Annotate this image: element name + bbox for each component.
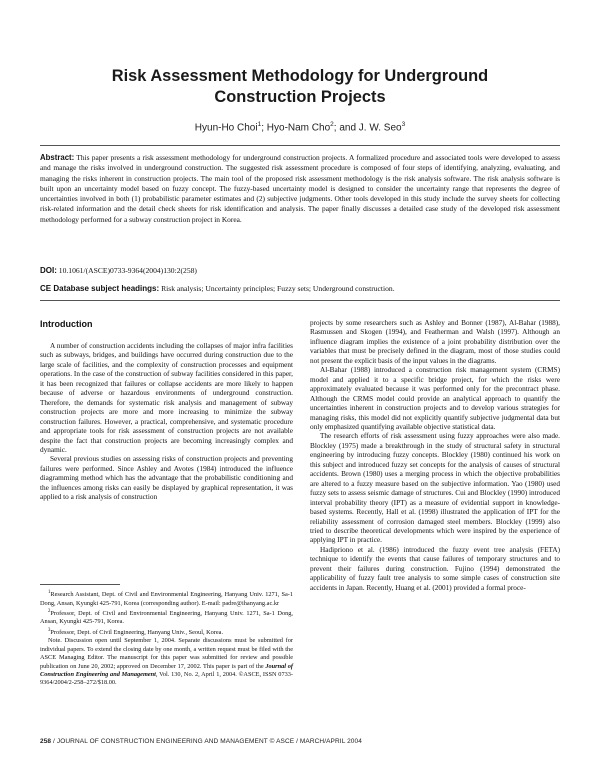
left-paragraph-1: A number of construction accidents including the collapses of major infra facilities such as subways, bridges, and buildings have occurred during construction due to the large scale of facilities, and the complexity of construction processes and equipment operations. In the case of the construction of subway facilities considered in this paper, it has been recognized that failures or collapse accidents are more likely to happen because of adverse or hazardous environments of underground construction. Therefore, the demands for systematic risk analysis and management of subway construction projects are more and more increasing to minimize the subway construction failures. However, a practical, comprehensive, and systematic procedure and appropriate tools for risk assessment of construction projects are not available despite the fact that construction projects are becoming increasingly complex and dynamic.	[40, 342, 293, 454]
right-paragraph-2: Al-Bahar (1988) introduced a construction risk management system (CRMS) model and applied it to a specific bridge project, for which the risks were approximately evaluated because it was performed only for the precontract phase. Although the CRMS model could provide an analytical approach to quantify the uncertainties inherent in construction projects and to develop various strategies for managing risks, this model did not explicitly quantify subjective judgmental data but only emphasized quantifying available objective statistical data.	[310, 366, 560, 431]
footnote-1-mark: 1	[48, 590, 51, 595]
footnote-3	[40, 627, 293, 638]
footnote-2	[40, 608, 293, 627]
journal-name: Journal of Construction Engineering and Management	[40, 662, 293, 678]
footnote-1-text: Research Assistant, Dept. of Civil and Environmental Engineering, Hanyang Univ. 1271, Sa-1 Dong, Ansan, Kyungki 425-791, Korea (corresponding author). E-mail: padre@ihanyang.ac.kr	[40, 591, 293, 607]
paper-title	[40, 66, 560, 108]
right-column	[310, 319, 560, 593]
author-separator-2: ; and	[333, 122, 359, 134]
footnotes	[40, 589, 293, 688]
author-3: J. W. Seo	[358, 122, 402, 134]
subject-headings-label: CE Database subject headings:	[40, 284, 160, 293]
left-paragraph-2: Several previous studies on assessing risks of construction projects and preventing failures were performed. Since Ashley and Avotes (1984) introduced the influence diagramming method which has the advantage that the probabilistic conditioning and the influences among risks can easily be displayed by graphical representation, it was applied to a risk analysis of construction	[40, 455, 293, 502]
title-line-1: Risk Assessment Methodology for Underground	[111, 67, 489, 85]
right-paragraph-4: Hadipriono et al. (1986) introduced the fuzzy event tree analysis (FETA) technique to identify the events that cause failures of temporary structures and to prevent their failures during construction. Fujino (1994) demonstrated the applicability of fuzzy fault tree analysis to some simple cases of construction site accidents in Japan. Recently, Huang et al. (2001) provided a formal proce-	[310, 545, 560, 592]
author-2-affil: 2	[330, 121, 334, 128]
footer-journal-text: / JOURNAL OF CONSTRUCTION ENGINEERING AND MANAGEMENT © ASCE / MARCH/APRIL 2004	[51, 738, 362, 745]
abstract-text: This paper presents a risk assessment methodology for underground construction projects. A formalized procedure and associated tools were developed to assess and manage the risks involved in underground construction. The suggested risk assessment procedure is composed of four steps of identifying, analyzing, evaluating, and managing the risks inherent in construction projects. The main tool of the proposed risk assessment methodology is the risk analysis software. The risk analysis software is built upon an uncertainty model based on fuzzy concept. The fuzzy-based uncertainty model is designed to consider the uncertainty range that represents the degree of uncertainties involved in both (1) probabilistic parameter estimates and (2) subjective judgments. Other tools developed in this study include the survey sheets for collecting risk-related information and the detail check sheets for risk identification and analysis. The paper finally discusses a detailed case study of the developed risk assessment methodology performed for a subway construction project in Korea.	[40, 153, 561, 224]
left-column	[40, 342, 293, 503]
footnote-1	[40, 589, 293, 608]
page-number: 258	[40, 738, 52, 745]
title-line-2: Construction Projects	[214, 88, 386, 106]
abstract-label: Abstract:	[40, 153, 75, 162]
footnote-2-text: Professor, Dept. of Civil and Environmental Engineering, Hanyang Univ. 1271, Sa-1 Dong, Ansan, Kyungki 425-791, Korea.	[40, 610, 293, 626]
right-paragraph-1: projects by some researchers such as Ashley and Bonner (1987), Al-Bahar (1988), Rasmussen and Skogen (1994), and Featherman and Walsh (1997). Although an influence diagram implies the existence of a joint probability distribution over the variables that must be precisely defined in the diagram, most of those studies could not present the explicit basis of the input values in the diagrams.	[310, 319, 560, 365]
doi-value: 10.1061/(ASCE)0733-9364(2004)130:2(258)	[58, 266, 197, 275]
author-1-affil: 1	[257, 121, 262, 128]
footnote-3-mark: 3	[48, 627, 51, 633]
footnote-rule	[40, 584, 120, 585]
page-footer	[40, 738, 560, 745]
abstract	[40, 153, 560, 225]
subject-headings-value: Risk analysis; Uncertainty principles; Fuzzy sets; Underground construction.	[161, 284, 395, 293]
footnote-3-text: Professor, Dept. of Civil Engineering, Hanyang Univ., Seoul, Korea.	[50, 628, 224, 636]
editorial-note-text-a: Note. Discussion open until September 1, 2004. Separate discussions must be submitted for individual papers. To extend the closing date by one month, a written request must be filed with the ASCE Managing Editor. The manuscript for this paper was submitted for review and possible publication on June 20, 2002; approved on December 17, 2002. This paper is part of the	[40, 637, 293, 670]
editorial-note	[40, 637, 293, 687]
right-paragraph-3: The research efforts of risk assessment using fuzzy approaches were also made. Blockley (1975) made a breakthrough in the study of structural safety in structural engineering by introducing fuzzy concepts. Blockley (1980) continued his work on this subject and introduced fuzzy set concepts for the analysis of causes of structural accidents. Brown (1980) uses a merging process in which the objective probabilities are altered to a fuzzy measure based on the subjective information. Yao (1980) used fuzzy sets to assess seismic damage of structures. Cui and Blockley (1990) introduced interval probability theory (IPT) as a measure of evidential support in knowledge-based systems. Recently, Hall et al. (1998) illustrated the application of IPT for the reliability assessment of corrosion damaged steel members. Blockley (1999) also tried to describe theoretical developments which were inspired by the experience of applying IPT in practice.	[310, 432, 560, 545]
author-3-affil: 3	[401, 121, 406, 128]
bottom-rule	[40, 300, 560, 301]
author-2: Hyo-Nam Cho	[266, 122, 331, 134]
editorial-note-text-b: , Vol. 130, No. 2, April 1, 2004. ©ASCE, ISSN 0733-9364/2004/2-258–272/$18.00.	[40, 670, 293, 687]
section-heading-introduction: Introduction	[40, 319, 93, 329]
author-separator-1: ;	[261, 122, 267, 134]
subject-headings	[40, 284, 560, 293]
author-list	[40, 121, 560, 133]
doi-line	[40, 266, 560, 275]
top-rule	[40, 145, 560, 146]
footnote-2-mark: 2	[48, 608, 51, 614]
doi-label: DOI:	[40, 266, 57, 275]
author-1: Hyun-Ho Choi	[194, 122, 258, 134]
